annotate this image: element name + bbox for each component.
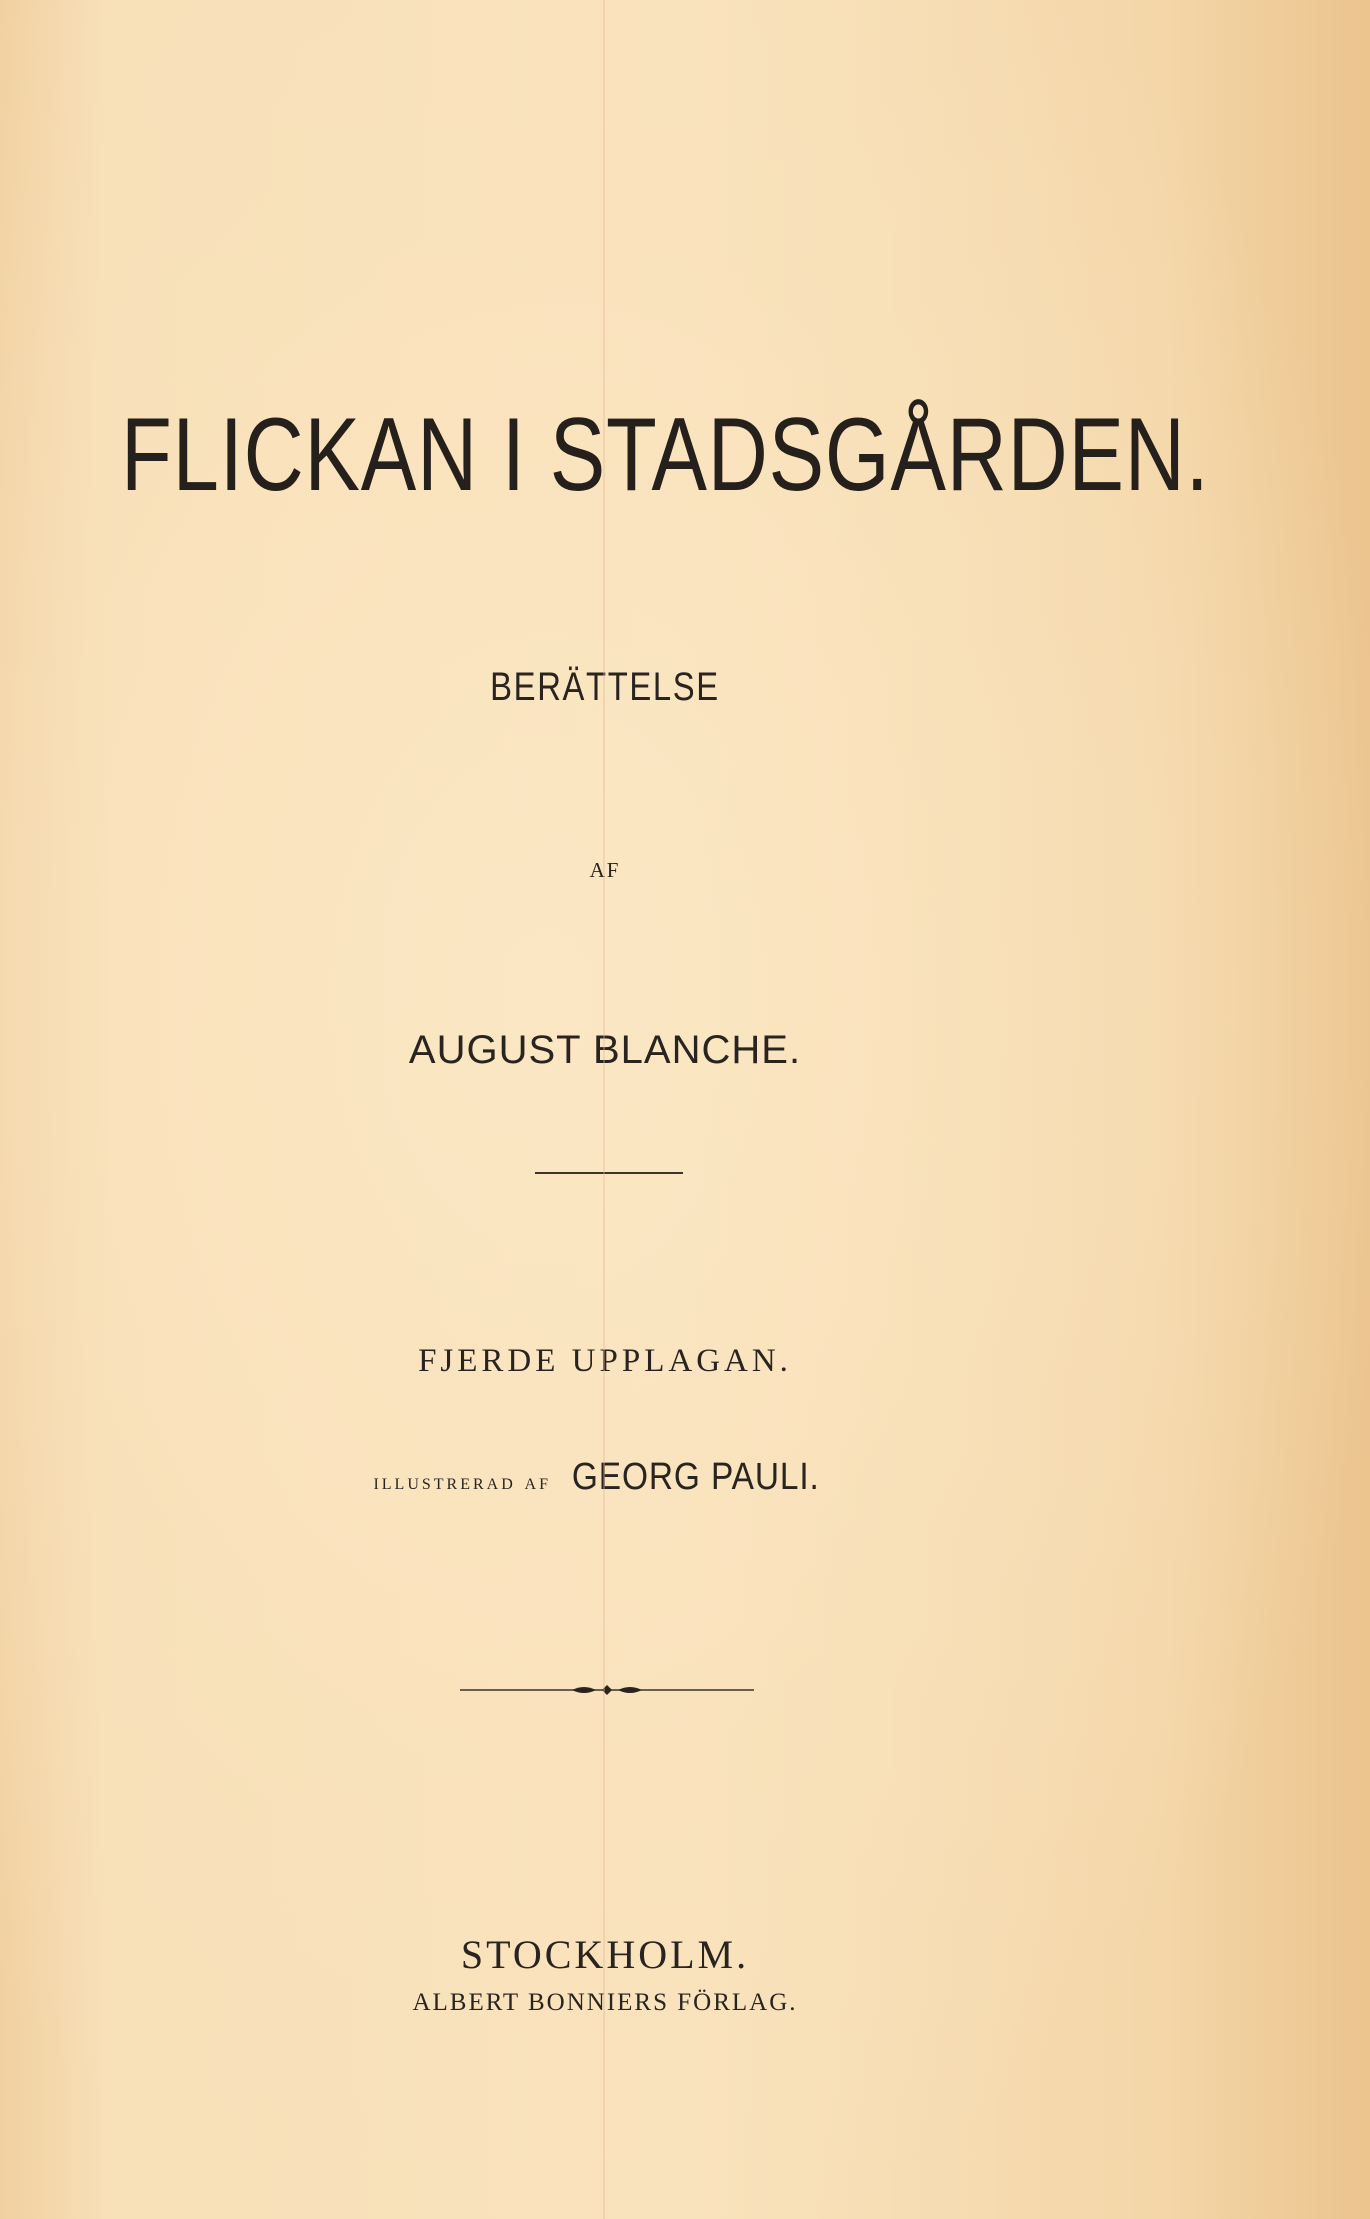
- edition-statement: FJERDE UPPLAGAN.: [418, 1343, 792, 1379]
- ornament-divider-icon: [460, 1680, 754, 1700]
- author-name: AUGUST BLANCHE.: [408, 1028, 802, 1072]
- imprint-place: STOCKHOLM.: [460, 1932, 750, 1977]
- book-subtitle: BERÄTTELSE: [490, 665, 720, 709]
- illustrator-name: GEORG PAULI.: [571, 1456, 820, 1498]
- imprint-publisher: ALBERT BONNIERS FÖRLAG.: [412, 1989, 798, 2016]
- illustrator-credit: [0, 1458, 1210, 1496]
- illustrated-prefix: illustrerad af: [373, 1469, 551, 1494]
- divider-rule: [535, 1172, 683, 1174]
- by-line: AF: [589, 858, 621, 882]
- book-title: FLICKAN I STADSGÅRDEN.: [121, 397, 1210, 513]
